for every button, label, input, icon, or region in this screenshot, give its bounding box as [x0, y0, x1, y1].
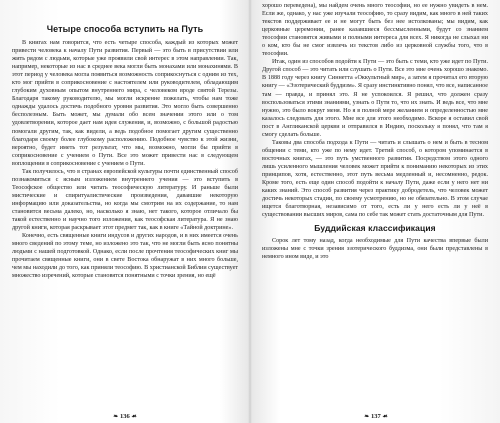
paragraph: Так получилось, что в странах европейской культуры почти единственный способ познакомиться с ясным изложением внутреннего учения — это вступить в Теософское общество или читать теософическую литературу. И раньше были мистические и спиритуалистические произведения, дававшие некоторую информацию или доказательства, но когда мы смотрим на их содержание, то нам становится весьма далеко, но, насколько я знаю, нет такого, которое отличало бы такой естественно и научно того изложения, как теософская литература. Я не знаю другой книги, которая раскрывает этот предмет так, как в книге «Тайной доктрине». — [12, 168, 238, 232]
ornament-icon: ☙ — [382, 414, 388, 420]
left-page — [12, 22, 238, 407]
ornament-icon: ❧ — [113, 414, 119, 420]
right-page — [262, 2, 488, 407]
section-heading: Четыре способа вступить на Путь — [46, 24, 204, 34]
paragraph: В книгах нам говорится, что есть четыре способа, каждый из которых может привести человека к началу Пути развития. Первый — это быть в присутствии или жить рядом с людьми, которые уже проявили свой интерес в этом направлении. Так, например, некоторые из нас в среднее века могли быть монахами или монахинями. В этот период у человека могла появиться возможность соприкоснуться с одним из тех, кто мог прийти в соприкосновение с настоятелем или руководителем, обладающим глубоким духовным опытом внутреннего мира, с человеком вроде святой Терезы. Благодаря такому руководителю, мы могли искренне пожелать, чтобы нам тоже однажды удалось достичь подобного уровня развития. Это могло быть совершенно бесполезным. Быть может, мы думали обо всем значении этого или о том удовлетворении, которое дает нам идея служения, и, возможно, с большой радостью помогали другим, так, как видели, а ведь подобное помогает другим существенно благодаря своему более глубокому расположению. Подобное чувство к этой жизни, вероятно, будет иметь тот результат, что мы, возможно, могли бы прийти в соприкосновение с учением о Пути. Все это может привести нас в следующем воплощении в соприкосновение с учением о Пути. — [12, 40, 238, 167]
ornament-icon: ☙ — [131, 414, 137, 420]
paragraph: хорошо переведена), мы найдем очень много теософии, но ее нужно увидеть в нем. Если же, однако, у нас уже изучали теософию, то сразу видим, как много в ней таких текстов поддерживает ее и не могут быть без нее истолкованы; мы видим, как церковные церемонии, ранее казавшиеся бессмысленными, будут со знанием теософии становятся живыми и полными интереса для всех. Я никогда не слыхал ни о ком, кто бы не смог извлечь из текстов либо из церковной службы того, что в теософии. — [262, 3, 488, 58]
paragraph: Итак, один из способов подойти к Пути — это быть с теми, кто уже идет по Пути. Другой способ — это читать или слушать о Пути. Все это мне очень хорошо знакомо. В 1888 году через книгу Синнетта «Оккультный мир», а затем я прочитал его вторую книгу — «Эзотерический буддизм». Я сразу инстинктивно понял, что все, написанное там — правда, и принял это. Я не успокоился. Я решил, что должен сразу воспользоваться этими знаниями, узнать о Пути то, что их знать. И ведь все, что мне нужно, это было вокруг меня. Но я в полной мере желанием и определенностью мне казалось следовать для этого. Мне все для этого необходимо. Вскоре я оставил свой пост в Англиканской церкви и отправился в Индию, поскольку я понял, что там я смогу сделать больше. — [262, 59, 488, 138]
paragraph: Таковы два способа подхода к Пути — читать и слышать о нем и быть в тесном общении с теми, кто уже по нему идет. Третий способ, о котором упоминается в восточных книгах, — это путь умственного развития. Посредством этого одного лишь усиленного мышления человек может прийти к пониманию некоторых из этих принципов, хотя, естественно, этот путь весьма медленный и, несомненно, редок. Кроме того, есть еще один способ подойти к началу Пути, даже если у него нет ни каких знаний. Это способ развития через практику добродетель, что человек может достичь некоторых стадии, по своему усмотрению, но не обязательно. В этом случае ищется благотворная, независимо от того, есть ли у него есть ли у неё в существовании высших миров, сама по себе так может стать достаточным для Пути. — [262, 139, 488, 219]
ornament-icon: ❧ — [364, 414, 370, 420]
paragraph: Сорок лет тому назад, когда необходимые для Пути качества впервые были изложены мне с точки зрения эзотерического буддизма, они были представлены в немного ином виде, и это — [262, 238, 488, 261]
page-number: 137 — [370, 413, 381, 420]
page-number-left — [95, 413, 155, 420]
page-number: 136 — [119, 413, 130, 420]
paragraph: Конечно, есть священные книги индусов и других народов, и в них имеется очень много сведений по этому теме, но изложено это так, что не могли быть ясно понятны людьми с нашей подготовкой. Однако, если после прочтения теософических книг мы прочитаем священные книги, они в свете Востока обнаружат в них много больше, чем мы находили до того, как приняли теософию. В христианской Библии существует множество изречений, которые становятся понятными с точки зрения, но ещё — [12, 233, 238, 280]
page-number-right — [346, 413, 406, 420]
section-heading: Буддийская классификация — [314, 223, 436, 234]
